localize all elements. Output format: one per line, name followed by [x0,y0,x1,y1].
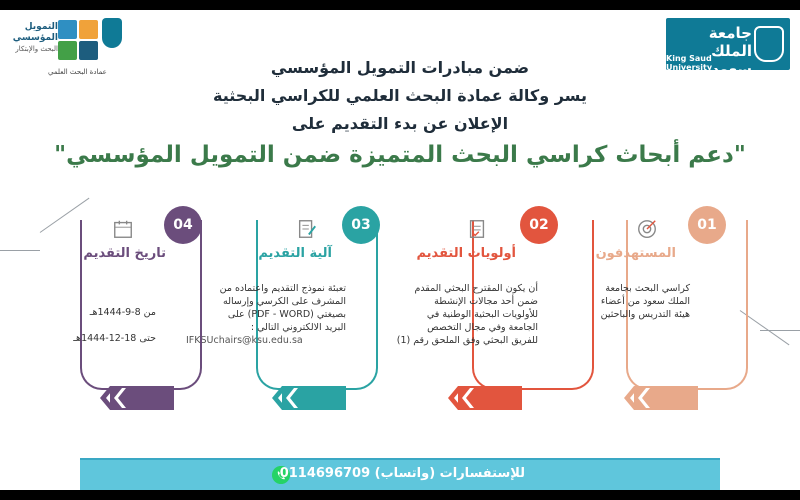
card-title: أولويات التقديم [416,246,516,261]
card-body: تعبئة نموذج التقديم واعتماده من المشرف على الكرسي وإرساله بصيغتي (PDF - WORD) على البريد الالكتروني التالي : IFKSUchairs@ksu.edu.sa [186,283,346,346]
contact-text: للإستفسارات (واتساب) 0114696709 [279,466,525,481]
institute-emblem-icon [102,18,122,48]
form-icon [296,218,318,240]
decor-line [0,250,40,251]
header-line-2: يسر وكالة عمادة البحث العلمي للكراسي البحثية [213,86,587,105]
chevron-bar [272,386,346,410]
target-icon [636,218,658,240]
main-title: "دعم أبحاث كراسي البحث المتميزة ضمن التمويل المؤسسي" [54,142,746,168]
calendar-icon [112,218,134,240]
header-line-1: ضمن مبادرات التمويل المؤسسي [270,58,530,77]
header-line-3: الإعلان عن بدء التقديم على [291,114,509,133]
institute-name: التمويل المؤسسي البحث والإبتكار [12,22,58,53]
institute-icons-grid [58,20,98,60]
card-title: آلية التقديم [258,246,332,261]
card-title: المستهدفون [595,246,676,261]
chevron-bar [448,386,522,410]
card-body: من 8-9-1444هـ حتى 18-12-1444هـ [73,307,156,344]
card-number-badge: 02 [520,206,558,244]
ksu-logo-arabic: جامعة الملك سعود [708,24,752,78]
checklist-icon [466,218,488,240]
card-title: تاريخ التقديم [83,246,166,261]
contact-footer [80,458,720,490]
card-number-badge: 01 [688,206,726,244]
chevron-bar [100,386,174,410]
decor-line [760,330,800,331]
card-body: كراسي البحث بجامعة الملك سعود من أعضاء هيئة التدريس والباحثين [600,283,690,320]
announcement-page [0,10,800,490]
card-number-badge: 04 [164,206,202,244]
chevron-bar [624,386,698,410]
email-link[interactable]: IFKSUchairs@ksu.edu.sa [186,335,303,346]
card-number-badge: 03 [342,206,380,244]
institute-subtitle: عمادة البحث العلمي [48,68,107,76]
card-body: أن يكون المقترح البحثي المقدم ضمن أحد مجالات الإنشطة للأولويات البحثية الوطنية في الجامعة وفي مجال التخصص للفريق البحثي وفق الملحق رقم (1) [396,283,538,346]
ksu-logo-english: King Saud University [666,54,713,72]
ksu-emblem-icon [754,26,784,62]
